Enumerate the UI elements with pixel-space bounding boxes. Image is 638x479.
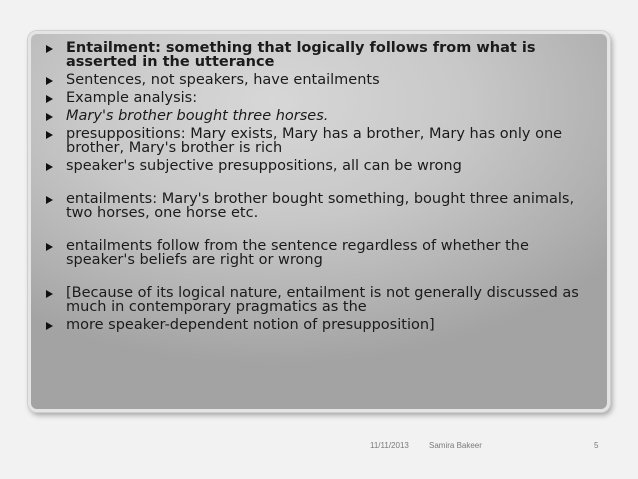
bullet-list <box>44 41 599 332</box>
bullet-item-entailments-follow <box>44 239 599 267</box>
bullet-item-subjective-presuppositions <box>44 159 599 173</box>
bullet-text: more speaker-dependent notion of presupposition] <box>66 317 435 333</box>
bullet-arrow-icon <box>46 322 53 330</box>
bullet-text: Mary's brother bought three horses. <box>66 108 329 124</box>
bullet-arrow-icon <box>46 196 53 204</box>
bullet-arrow-icon <box>46 45 53 53</box>
bullet-arrow-icon <box>46 243 53 251</box>
bullet-text: entailments follow from the sentence regardless of whether the speaker's beliefs are right or wrong <box>66 238 529 268</box>
footer-author: Samira Bakeer <box>429 441 482 450</box>
bullet-item-speaker-dependent <box>44 318 599 332</box>
bullet-item-example-sentence <box>44 109 599 123</box>
bullet-item-entailment-definition <box>44 41 599 69</box>
footer-date: 11/11/2013 <box>370 441 409 450</box>
bullet-text: [Because of its logical nature, entailment is not generally discussed as much in contemporary pragmatics as the <box>66 285 579 315</box>
bullet-item-example-analysis <box>44 91 599 105</box>
bullet-text: Sentences, not speakers, have entailments <box>66 72 380 88</box>
bullet-text: presuppositions: Mary exists, Mary has a brother, Mary has only one brother, Mary's brother is rich <box>66 126 563 156</box>
footer-page-number: 5 <box>594 441 599 450</box>
bullet-item-presuppositions <box>44 127 599 155</box>
bullet-item-logical-nature <box>44 286 599 314</box>
bullet-text: speaker's subjective presuppositions, all can be wrong <box>66 158 462 174</box>
bullet-arrow-icon <box>46 77 53 85</box>
bullet-arrow-icon <box>46 131 53 139</box>
bullet-text: Example analysis: <box>66 90 198 106</box>
bullet-item-sentences-have-entailments <box>44 73 599 87</box>
bullet-arrow-icon <box>46 163 53 171</box>
bullet-text: Entailment: something that logically follows from what is asserted in the utterance <box>66 40 536 70</box>
bullet-text: entailments: Mary's brother bought something, bought three animals, two horses, one horse etc. <box>66 191 575 221</box>
bullet-arrow-icon <box>46 113 53 121</box>
bullet-arrow-icon <box>46 290 53 298</box>
bullet-arrow-icon <box>46 95 53 103</box>
bullet-item-entailments-example <box>44 192 599 220</box>
